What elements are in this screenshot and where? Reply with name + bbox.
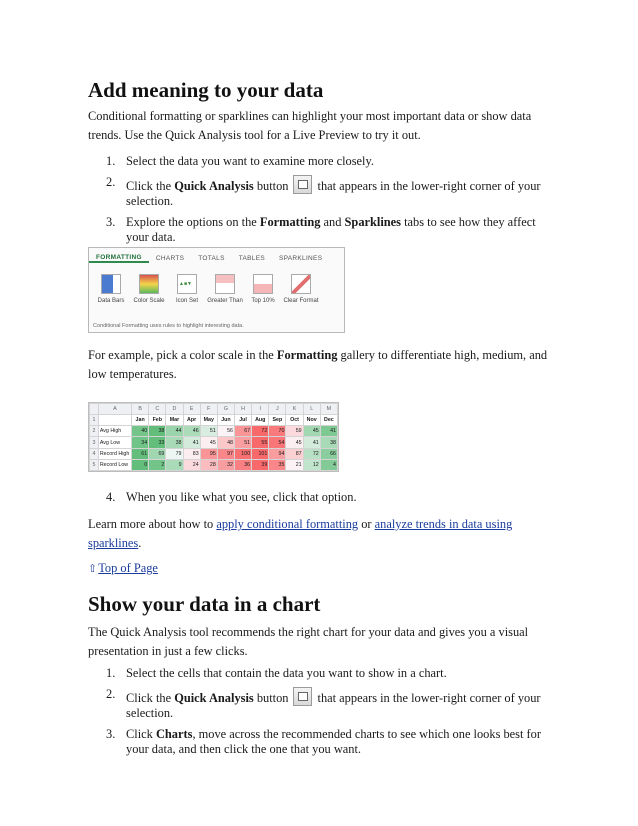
data-bars-icon — [101, 274, 121, 294]
section-heading-show-chart: Show your data in a chart — [88, 592, 321, 616]
table-cell: 38 — [166, 437, 183, 448]
gallery-tools — [89, 268, 344, 305]
tool-icon-set: ▲■▼ Icon Set — [169, 274, 205, 305]
gallery-tabs — [89, 248, 344, 268]
step-item: 3. Explore the options on the Formatting and Sparklines tabs to see how they affect your data. — [106, 215, 536, 244]
column-header: E — [183, 404, 200, 415]
column-header: B — [132, 404, 149, 415]
table-cell: 44 — [166, 426, 183, 437]
table-cell: 69 — [149, 448, 166, 459]
row-label: Avg Low — [98, 437, 131, 448]
steps-list-1 — [88, 154, 558, 251]
section-heading-add-meaning: Add meaning to your data — [88, 78, 324, 102]
top-10-icon — [253, 274, 273, 294]
table-cell: May — [200, 415, 217, 426]
worksheet-grid — [89, 403, 338, 471]
table-row — [90, 437, 338, 448]
learn-more-paragraph: Learn more about how to apply conditional formatting or analyze trends in data using sparklines. — [88, 517, 513, 550]
icon-set-icon — [177, 274, 197, 294]
table-cell: Nov — [303, 415, 320, 426]
arrow-up-icon: ⇧ — [88, 563, 98, 575]
table-cell: 9 — [166, 459, 183, 470]
table-cell: 59 — [286, 426, 303, 437]
table-cell: Sep — [269, 415, 286, 426]
table-cell: Apr — [183, 415, 200, 426]
section-intro: The Quick Analysis tool recommends the right chart for your data and gives you a visual presentation in just a few clicks. — [88, 625, 529, 658]
top-of-page-link[interactable]: Top of Page — [98, 561, 158, 575]
step-item: 1. Select the cells that contain the data you want to show in a chart. — [106, 666, 447, 680]
gallery-description: Conditional Formatting uses rules to highlight interesting data. — [93, 323, 244, 329]
column-header: I — [252, 404, 269, 415]
table-cell: 41 — [183, 437, 200, 448]
table-cell: 55 — [252, 437, 269, 448]
table-cell: 24 — [183, 459, 200, 470]
quick-analysis-icon — [293, 175, 312, 194]
tool-greater-than: Greater Than — [207, 274, 243, 305]
table-cell: 56 — [217, 426, 234, 437]
table-cell: 101 — [252, 448, 269, 459]
table-cell: 28 — [200, 459, 217, 470]
greater-than-icon — [215, 274, 235, 294]
column-header: L — [303, 404, 320, 415]
tool-color-scale: Color Scale — [131, 274, 167, 305]
tab-sparklines: SPARKLINES — [278, 254, 323, 262]
quick-analysis-icon — [293, 687, 312, 706]
table-cell: 21 — [286, 459, 303, 470]
table-row — [90, 426, 338, 437]
table-cell: 97 — [217, 448, 234, 459]
row-label: Record High — [98, 448, 131, 459]
step-item: 3. Click Charts, move across the recommended charts to see which one looks best for your data, and then click the one that you want. — [106, 727, 541, 756]
column-header: D — [166, 404, 183, 415]
tab-charts: CHARTS — [155, 254, 185, 262]
table-cell: Mar — [166, 415, 183, 426]
column-header: C — [149, 404, 166, 415]
table-cell: 4 — [320, 459, 337, 470]
table-row — [90, 415, 338, 426]
tab-totals: TOTALS — [198, 254, 225, 262]
table-cell: 41 — [303, 437, 320, 448]
column-header: M — [320, 404, 337, 415]
row-header: 4 — [90, 448, 99, 459]
table-cell: Jun — [217, 415, 234, 426]
row-header: 1 — [90, 415, 99, 426]
table-cell: 45 — [286, 437, 303, 448]
table-cell: 32 — [217, 459, 234, 470]
table-cell: 83 — [183, 448, 200, 459]
table-cell: Jan — [132, 415, 149, 426]
row-header: 5 — [90, 459, 99, 470]
example-paragraph: For example, pick a color scale in the Formatting gallery to differentiate high, medium, and low temperatures. — [88, 348, 548, 381]
table-cell: 38 — [149, 426, 166, 437]
column-header — [90, 404, 99, 415]
steps-list-1-continued — [88, 490, 558, 511]
row-label — [98, 415, 131, 426]
clear-format-icon — [291, 274, 311, 294]
table-cell: 41 — [320, 426, 337, 437]
step-item: 4. When you like what you see, click that option. — [106, 490, 357, 504]
tab-formatting: FORMATTING — [89, 254, 149, 263]
table-cell: Aug — [252, 415, 269, 426]
quick-analysis-gallery-screenshot — [88, 247, 345, 333]
table-cell: 67 — [234, 426, 251, 437]
table-cell: 33 — [149, 437, 166, 448]
table-cell: Dec — [320, 415, 337, 426]
table-cell: 54 — [269, 437, 286, 448]
apply-conditional-formatting-link[interactable]: apply conditional formatting — [216, 517, 359, 531]
table-cell: 12 — [303, 459, 320, 470]
row-label: Avg High — [98, 426, 131, 437]
table-row — [90, 448, 338, 459]
column-header: F — [200, 404, 217, 415]
column-header-row — [90, 404, 338, 415]
top-of-page — [88, 561, 158, 576]
analyze-trends-sparklines-link[interactable]: analyze trends in data using sparklines — [88, 517, 513, 550]
table-cell: 39 — [252, 459, 269, 470]
table-cell: 94 — [269, 448, 286, 459]
table-cell: 70 — [269, 426, 286, 437]
steps-list-2 — [88, 666, 558, 763]
step-item: 1. Select the data you want to examine more closely. — [106, 154, 374, 168]
row-header: 3 — [90, 437, 99, 448]
column-header: J — [269, 404, 286, 415]
row-header: 2 — [90, 426, 99, 437]
row-label: Record Low — [98, 459, 131, 470]
table-cell: 45 — [200, 437, 217, 448]
table-cell: 100 — [234, 448, 251, 459]
table-cell: 0 — [132, 459, 149, 470]
table-cell: 46 — [183, 426, 200, 437]
table-cell: Oct — [286, 415, 303, 426]
table-cell: 72 — [252, 426, 269, 437]
table-cell: 87 — [286, 448, 303, 459]
tab-tables: TABLES — [238, 254, 265, 262]
tool-data-bars: Data Bars — [93, 274, 129, 305]
table-cell: 61 — [132, 448, 149, 459]
color-scale-worksheet-screenshot — [88, 402, 339, 472]
table-cell: 51 — [234, 437, 251, 448]
table-cell: 34 — [132, 437, 149, 448]
table-cell: 38 — [320, 437, 337, 448]
table-cell: 51 — [200, 426, 217, 437]
step-item: 2. Click the Quick Analysis button that appears in the lower-right corner of your selection. — [106, 175, 541, 208]
table-row — [90, 459, 338, 470]
section-intro: Conditional formatting or sparklines can highlight your most important data or show data trends. Use the Quick Analysis tool for a Live Preview to try it out. — [88, 109, 532, 142]
table-cell: Feb — [149, 415, 166, 426]
step-item: 2. Click the Quick Analysis button that appears in the lower-right corner of your selection. — [106, 687, 541, 720]
table-cell: 45 — [303, 426, 320, 437]
tool-top-10: Top 10% — [245, 274, 281, 305]
table-cell: 66 — [320, 448, 337, 459]
table-cell: 35 — [269, 459, 286, 470]
table-cell: 79 — [166, 448, 183, 459]
column-header: A — [98, 404, 131, 415]
table-cell: 36 — [234, 459, 251, 470]
table-cell: 2 — [149, 459, 166, 470]
column-header: G — [217, 404, 234, 415]
tool-clear-format: Clear Format — [283, 274, 319, 305]
table-cell: 40 — [132, 426, 149, 437]
table-cell: 72 — [303, 448, 320, 459]
table-cell: Jul — [234, 415, 251, 426]
table-cell: 95 — [200, 448, 217, 459]
color-scale-icon — [139, 274, 159, 294]
column-header: K — [286, 404, 303, 415]
table-cell: 48 — [217, 437, 234, 448]
column-header: H — [234, 404, 251, 415]
